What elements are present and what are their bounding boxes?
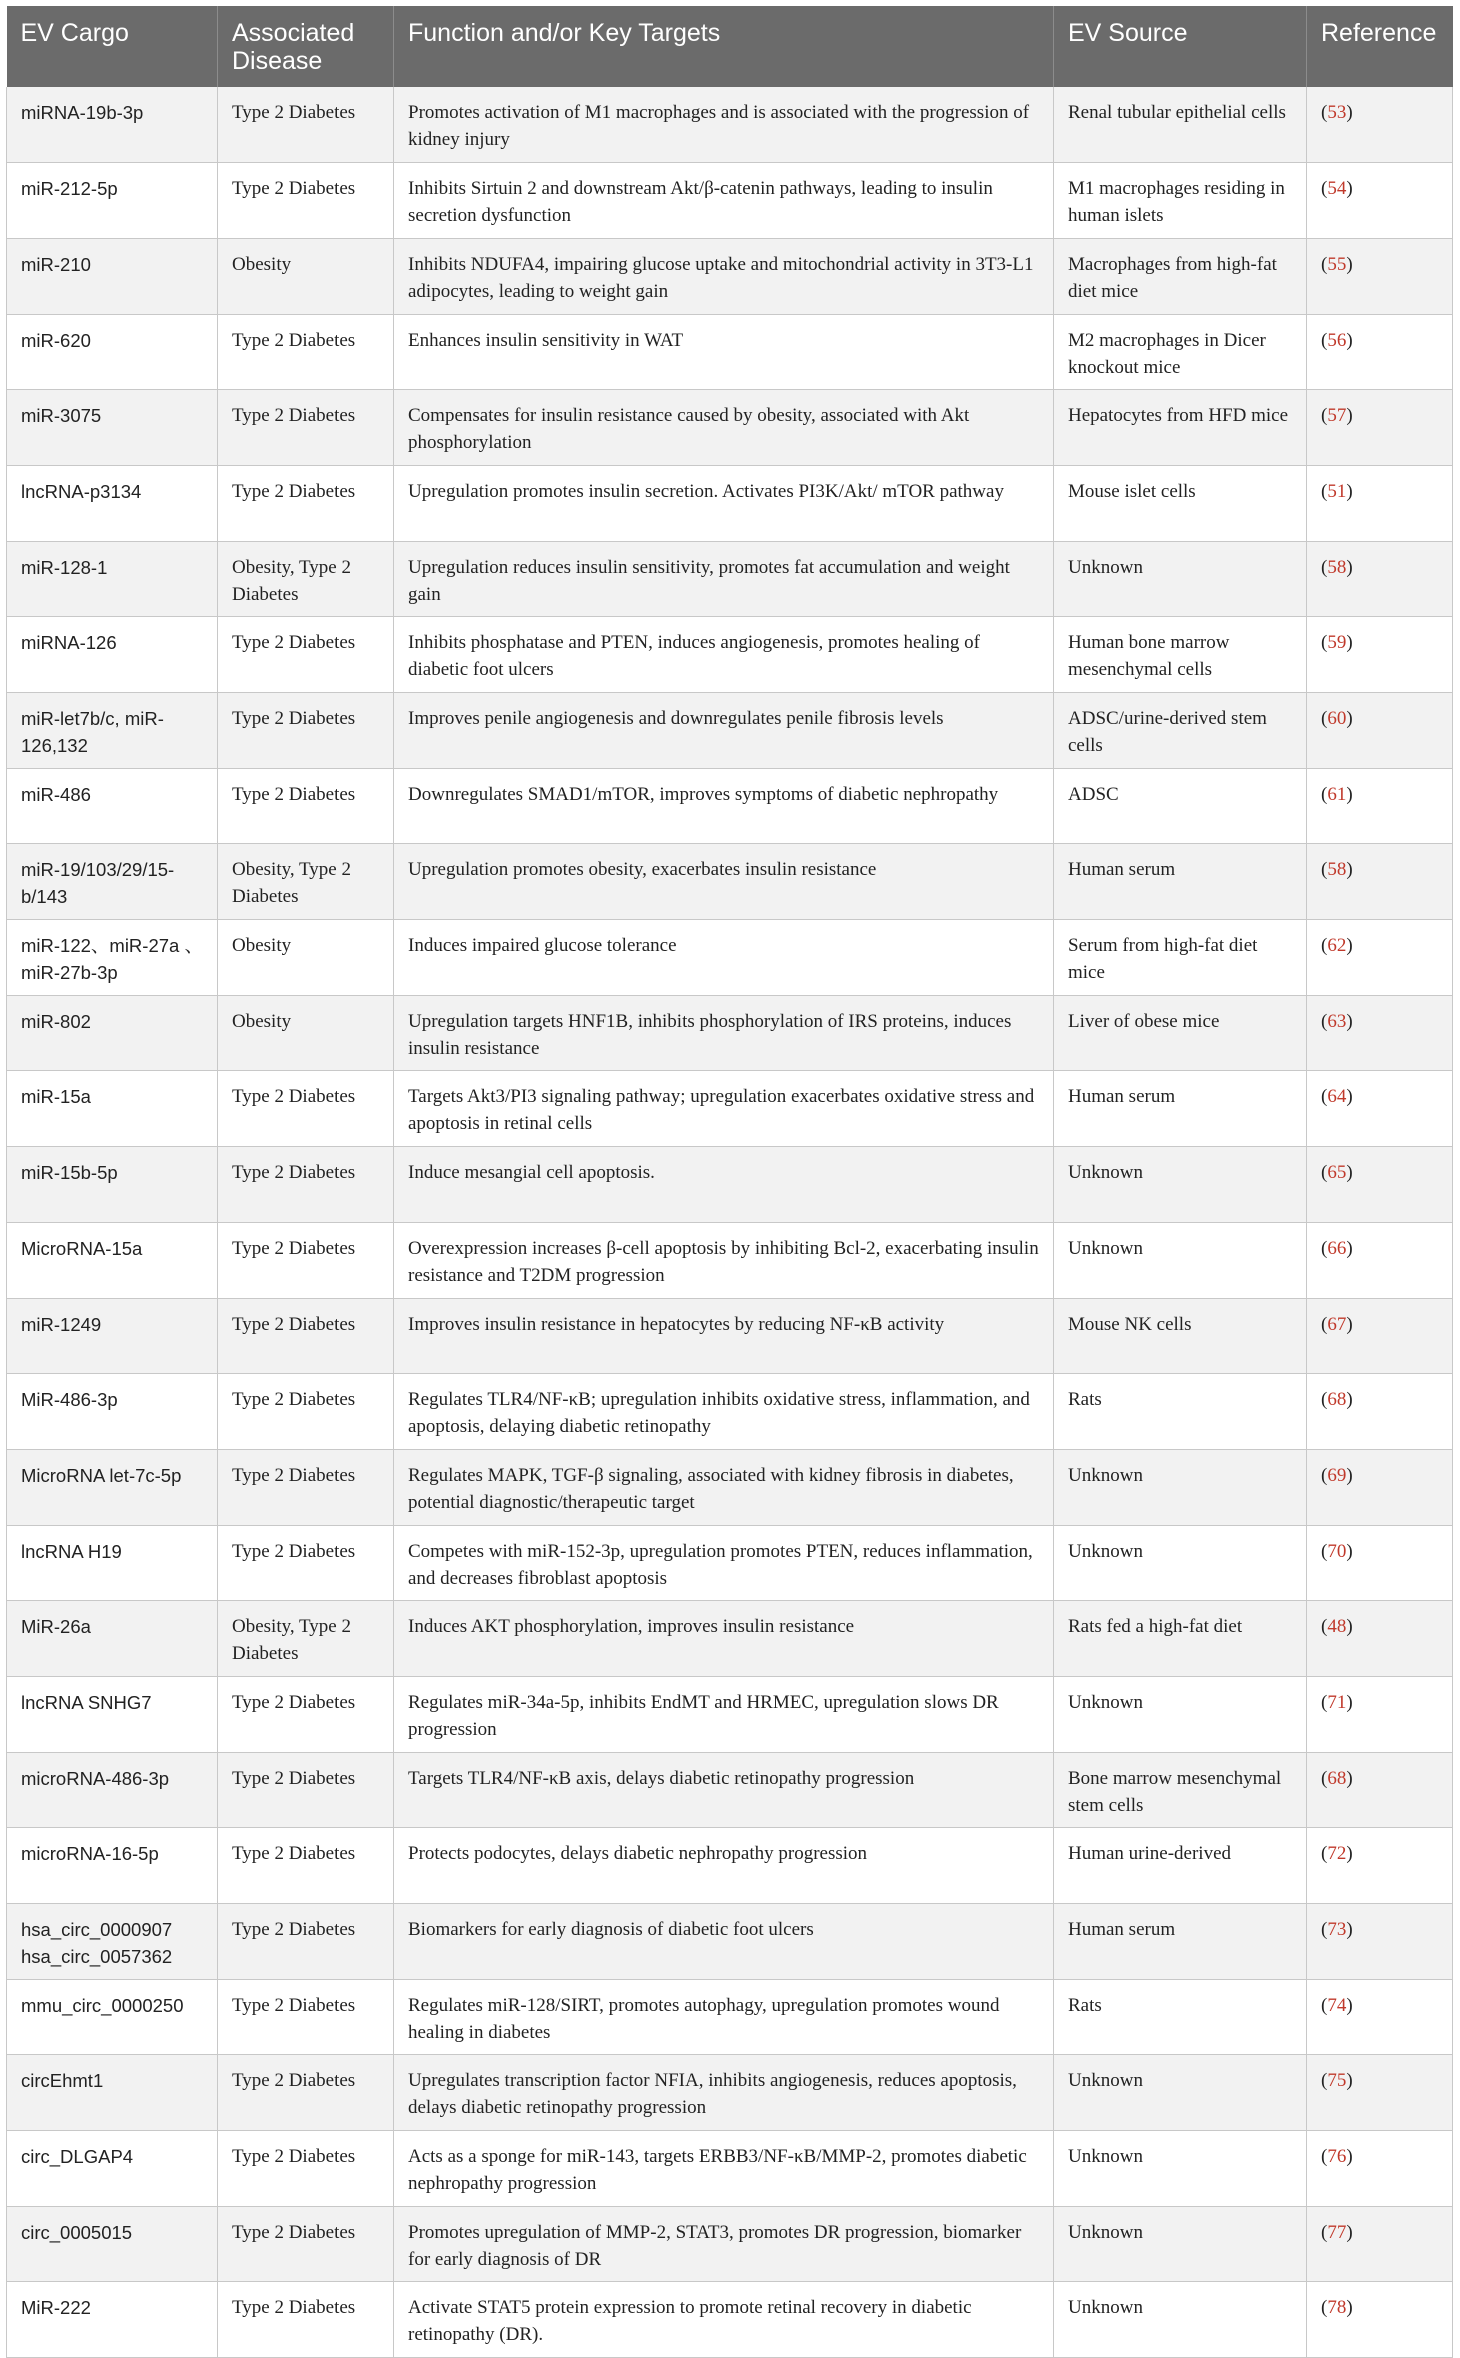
cell-associated-disease: Type 2 Diabetes	[218, 2055, 394, 2131]
cell-ev-source: Renal tubular epithelial cells	[1054, 87, 1307, 163]
table-row	[7, 238, 1453, 314]
cell-reference[interactable]: (58)	[1307, 844, 1453, 920]
cell-reference[interactable]: (76)	[1307, 2131, 1453, 2207]
cell-ev-source: Macrophages from high-fat diet mice	[1054, 238, 1307, 314]
cell-reference[interactable]: (64)	[1307, 1071, 1453, 1147]
cell-reference[interactable]: (72)	[1307, 1828, 1453, 1904]
cell-associated-disease: Type 2 Diabetes	[218, 1828, 394, 1904]
cell-ev-source: Unknown	[1054, 1222, 1307, 1298]
cell-ev-source: Human serum	[1054, 1071, 1307, 1147]
cell-reference[interactable]: (69)	[1307, 1449, 1453, 1525]
cell-associated-disease: Obesity	[218, 995, 394, 1071]
table-row	[7, 2206, 1453, 2282]
cell-function: Promotes upregulation of MMP-2, STAT3, promotes DR progression, biomarker for early diagnosis of DR	[394, 2206, 1054, 2282]
header-row	[7, 6, 1453, 87]
header-function: Function and/or Key Targets	[394, 6, 1054, 87]
cell-ev-cargo: miR-let7b/c, miR-126,132	[7, 693, 218, 769]
cell-ev-cargo: miR-19/103/29/15-b/143	[7, 844, 218, 920]
reference-link[interactable]: 54	[1327, 178, 1347, 200]
cell-reference[interactable]: (65)	[1307, 1147, 1453, 1223]
cell-function: Promotes activation of M1 macrophages and is associated with the progression of kidney injury	[394, 87, 1054, 163]
cell-ev-source: Liver of obese mice	[1054, 995, 1307, 1071]
reference-link[interactable]: 73	[1327, 1919, 1347, 1940]
cell-reference[interactable]: (68)	[1307, 1752, 1453, 1828]
reference-link[interactable]: 59	[1327, 632, 1347, 654]
cell-ev-cargo: microRNA-16-5p	[7, 1828, 218, 1904]
cell-reference[interactable]: (67)	[1307, 1298, 1453, 1374]
cell-associated-disease: Type 2 Diabetes	[218, 1298, 394, 1374]
cell-associated-disease: Type 2 Diabetes	[218, 2131, 394, 2207]
reference-link[interactable]: 61	[1327, 783, 1347, 805]
cell-reference[interactable]: (60)	[1307, 693, 1453, 769]
table-row	[7, 2131, 1453, 2207]
reference-link[interactable]: 58	[1327, 556, 1347, 578]
cell-ev-source: Bone marrow mesenchymal stem cells	[1054, 1752, 1307, 1828]
cell-function: Upregulation reduces insulin sensitivity, promotes fat accumulation and weight gain	[394, 541, 1054, 617]
cell-function: Upregulation targets HNF1B, inhibits phosphorylation of IRS proteins, induces insulin resistance	[394, 995, 1054, 1071]
cell-ev-source: Unknown	[1054, 2131, 1307, 2207]
cell-associated-disease: Type 2 Diabetes	[218, 2282, 394, 2358]
cell-ev-source: Unknown	[1054, 1147, 1307, 1223]
cell-function: Regulates TLR4/NF-κB; upregulation inhibits oxidative stress, inflammation, and apoptosis, delaying diabetic retinopathy	[394, 1374, 1054, 1450]
cell-reference[interactable]: (62)	[1307, 920, 1453, 996]
cell-associated-disease: Obesity, Type 2 Diabetes	[218, 844, 394, 920]
reference-link[interactable]: 51	[1327, 480, 1347, 502]
table-row	[7, 1904, 1453, 1980]
cell-ev-source: Unknown	[1054, 1676, 1307, 1752]
reference-link[interactable]: 78	[1327, 2297, 1347, 2319]
reference-link[interactable]: 68	[1327, 1389, 1347, 1411]
table-row	[7, 1525, 1453, 1601]
cell-function: Protects podocytes, delays diabetic nephropathy progression	[394, 1828, 1054, 1904]
table-row	[7, 1147, 1453, 1223]
cell-reference[interactable]: (63)	[1307, 995, 1453, 1071]
header-ev-source: EV Source	[1054, 6, 1307, 87]
cell-ev-cargo: miR-1249	[7, 1298, 218, 1374]
cell-reference[interactable]: (75)	[1307, 2055, 1453, 2131]
table-row	[7, 1298, 1453, 1374]
table-row	[7, 920, 1453, 996]
cell-ev-cargo: microRNA-486-3p	[7, 1752, 218, 1828]
cell-ev-source: Unknown	[1054, 541, 1307, 617]
cell-associated-disease: Type 2 Diabetes	[218, 1449, 394, 1525]
table-row	[7, 541, 1453, 617]
cell-reference[interactable]: (71)	[1307, 1676, 1453, 1752]
cell-associated-disease: Type 2 Diabetes	[218, 617, 394, 693]
cell-function: Upregulates transcription factor NFIA, inhibits angiogenesis, reduces apoptosis, delays diabetic retinopathy progression	[394, 2055, 1054, 2131]
cell-ev-cargo: miR-802	[7, 995, 218, 1071]
cell-associated-disease: Type 2 Diabetes	[218, 163, 394, 239]
reference-link[interactable]: 58	[1327, 859, 1347, 881]
reference-link[interactable]: 71	[1327, 1691, 1347, 1713]
table-row	[7, 1374, 1453, 1450]
cell-ev-cargo: MicroRNA let-7c-5p	[7, 1449, 218, 1525]
reference-link[interactable]: 66	[1327, 1237, 1347, 1259]
ev-cargo-table	[6, 6, 1453, 2358]
cell-ev-cargo: circEhmt1	[7, 2055, 218, 2131]
cell-associated-disease: Type 2 Diabetes	[218, 390, 394, 466]
cell-function: Inhibits NDUFA4, impairing glucose uptake and mitochondrial activity in 3T3-L1 adipocytes, leading to weight gain	[394, 238, 1054, 314]
cell-function: Compensates for insulin resistance caused by obesity, associated with Akt phosphorylation	[394, 390, 1054, 466]
cell-function: Activate STAT5 protein expression to promote retinal recovery in diabetic retinopathy (DR).	[394, 2282, 1054, 2358]
cell-ev-source: Human urine-derived	[1054, 1828, 1307, 1904]
table-row	[7, 465, 1453, 541]
cell-ev-cargo: circ_0005015	[7, 2206, 218, 2282]
cell-ev-cargo: hsa_circ_0000907 hsa_circ_0057362	[7, 1904, 218, 1980]
table-row	[7, 768, 1453, 844]
cell-associated-disease: Type 2 Diabetes	[218, 1071, 394, 1147]
cell-reference[interactable]: (77)	[1307, 2206, 1453, 2282]
cell-associated-disease: Type 2 Diabetes	[218, 314, 394, 390]
cell-ev-source: Unknown	[1054, 1449, 1307, 1525]
cell-ev-cargo: miR-486	[7, 768, 218, 844]
table-row	[7, 617, 1453, 693]
cell-ev-source: ADSC/urine-derived stem cells	[1054, 693, 1307, 769]
reference-link[interactable]: 63	[1327, 1010, 1347, 1032]
cell-ev-cargo: miRNA-126	[7, 617, 218, 693]
cell-ev-cargo: lncRNA SNHG7	[7, 1676, 218, 1752]
reference-link[interactable]: 57	[1327, 405, 1347, 427]
reference-link[interactable]: 76	[1327, 2146, 1347, 2168]
table-body	[7, 87, 1453, 2358]
cell-ev-source: Human serum	[1054, 1904, 1307, 1980]
cell-associated-disease: Type 2 Diabetes	[218, 465, 394, 541]
cell-associated-disease: Obesity, Type 2 Diabetes	[218, 541, 394, 617]
cell-ev-cargo: circ_DLGAP4	[7, 2131, 218, 2207]
cell-ev-cargo: miRNA-19b-3p	[7, 87, 218, 163]
cell-associated-disease: Type 2 Diabetes	[218, 87, 394, 163]
reference-link[interactable]: 60	[1327, 708, 1347, 729]
cell-function: Regulates miR-34a-5p, inhibits EndMT and HRMEC, upregulation slows DR progression	[394, 1676, 1054, 1752]
cell-function: Inhibits Sirtuin 2 and downstream Akt/β-catenin pathways, leading to insulin secretion dysfunction	[394, 163, 1054, 239]
cell-function: Induces AKT phosphorylation, improves insulin resistance	[394, 1601, 1054, 1677]
cell-reference[interactable]: (54)	[1307, 163, 1453, 239]
cell-ev-source: Rats	[1054, 1374, 1307, 1450]
cell-ev-cargo: miR-620	[7, 314, 218, 390]
cell-function: Acts as a sponge for miR-143, targets ERBB3/NF-κB/MMP-2, promotes diabetic nephropathy progression	[394, 2131, 1054, 2207]
cell-reference[interactable]: (51)	[1307, 465, 1453, 541]
cell-ev-source: M1 macrophages residing in human islets	[1054, 163, 1307, 239]
cell-associated-disease: Type 2 Diabetes	[218, 1147, 394, 1223]
cell-associated-disease: Type 2 Diabetes	[218, 693, 394, 769]
table-row	[7, 844, 1453, 920]
cell-function: Biomarkers for early diagnosis of diabetic foot ulcers	[394, 1904, 1054, 1980]
cell-ev-source: Human serum	[1054, 844, 1307, 920]
table-row	[7, 995, 1453, 1071]
header-associated-disease: Associated Disease	[218, 6, 394, 87]
cell-associated-disease: Obesity, Type 2 Diabetes	[218, 1601, 394, 1677]
cell-ev-source: Rats	[1054, 1979, 1307, 2055]
cell-ev-cargo: miR-128-1	[7, 541, 218, 617]
table-row	[7, 1752, 1453, 1828]
table-row	[7, 87, 1453, 163]
cell-associated-disease: Type 2 Diabetes	[218, 1752, 394, 1828]
cell-function: Induces impaired glucose tolerance	[394, 920, 1054, 996]
cell-ev-cargo: mmu_circ_0000250	[7, 1979, 218, 2055]
cell-function: Improves insulin resistance in hepatocytes by reducing NF-κB activity	[394, 1298, 1054, 1374]
reference-link[interactable]: 67	[1327, 1313, 1347, 1335]
cell-function: Induce mesangial cell apoptosis.	[394, 1147, 1054, 1223]
cell-ev-source: Unknown	[1054, 1525, 1307, 1601]
cell-ev-source: M2 macrophages in Dicer knockout mice	[1054, 314, 1307, 390]
cell-ev-cargo: miR-210	[7, 238, 218, 314]
cell-associated-disease: Obesity	[218, 920, 394, 996]
cell-ev-source: ADSC	[1054, 768, 1307, 844]
table-row	[7, 314, 1453, 390]
reference-link[interactable]: 56	[1327, 329, 1347, 351]
cell-reference[interactable]: (59)	[1307, 617, 1453, 693]
cell-function: Upregulation promotes obesity, exacerbates insulin resistance	[394, 844, 1054, 920]
cell-reference[interactable]: (73)	[1307, 1904, 1453, 1980]
reference-link[interactable]: 75	[1327, 2070, 1347, 2092]
cell-ev-cargo: lncRNA-p3134	[7, 465, 218, 541]
cell-reference[interactable]: (53)	[1307, 87, 1453, 163]
cell-function: Targets TLR4/NF-κB axis, delays diabetic retinopathy progression	[394, 1752, 1054, 1828]
cell-reference[interactable]: (61)	[1307, 768, 1453, 844]
cell-reference[interactable]: (66)	[1307, 1222, 1453, 1298]
cell-reference[interactable]: (55)	[1307, 238, 1453, 314]
reference-link[interactable]: 77	[1327, 2221, 1347, 2243]
table-row	[7, 1828, 1453, 1904]
cell-associated-disease: Type 2 Diabetes	[218, 1525, 394, 1601]
cell-associated-disease: Type 2 Diabetes	[218, 1222, 394, 1298]
header-reference: Reference	[1321, 19, 1437, 47]
reference-link[interactable]: 70	[1327, 1540, 1347, 1562]
cell-ev-cargo: miR-212-5p	[7, 163, 218, 239]
cell-ev-source: Unknown	[1054, 2055, 1307, 2131]
cell-ev-source: Hepatocytes from HFD mice	[1054, 390, 1307, 466]
cell-ev-cargo: miR-15b-5p	[7, 1147, 218, 1223]
table-row	[7, 693, 1453, 769]
table-row	[7, 1601, 1453, 1677]
cell-function: Downregulates SMAD1/mTOR, improves symptoms of diabetic nephropathy	[394, 768, 1054, 844]
cell-reference[interactable]: (68)	[1307, 1374, 1453, 1450]
cell-function: Inhibits phosphatase and PTEN, induces angiogenesis, promotes healing of diabetic foot ulcers	[394, 617, 1054, 693]
reference-link[interactable]: 48	[1327, 1616, 1347, 1638]
cell-reference[interactable]: (56)	[1307, 314, 1453, 390]
table-row	[7, 2282, 1453, 2358]
cell-ev-cargo: miR-3075	[7, 390, 218, 466]
cell-ev-cargo: MiR-486-3p	[7, 1374, 218, 1450]
cell-ev-source: Serum from high-fat diet mice	[1054, 920, 1307, 996]
cell-function: Overexpression increases β-cell apoptosis by inhibiting Bcl-2, exacerbating insulin resistance and T2DM progression	[394, 1222, 1054, 1298]
cell-function: Targets Akt3/PI3 signaling pathway; upregulation exacerbates oxidative stress and apoptosis in retinal cells	[394, 1071, 1054, 1147]
table-row	[7, 1979, 1453, 2055]
table-row	[7, 390, 1453, 466]
table-container	[6, 6, 1452, 2358]
reference-link[interactable]: 64	[1327, 1086, 1347, 1108]
cell-ev-source: Mouse NK cells	[1054, 1298, 1307, 1374]
table-row	[7, 1222, 1453, 1298]
cell-ev-cargo: miR-122、miR-27a 、miR-27b-3p	[7, 920, 218, 996]
cell-ev-source: Mouse islet cells	[1054, 465, 1307, 541]
cell-ev-cargo: MicroRNA-15a	[7, 1222, 218, 1298]
cell-reference[interactable]: (70)	[1307, 1525, 1453, 1601]
cell-reference[interactable]: (78)	[1307, 2282, 1453, 2358]
table-row	[7, 2055, 1453, 2131]
reference-link[interactable]: 65	[1327, 1162, 1347, 1184]
cell-associated-disease: Type 2 Diabetes	[218, 1676, 394, 1752]
reference-link[interactable]: 53	[1327, 102, 1347, 123]
reference-link[interactable]: 72	[1327, 1843, 1347, 1865]
table-row	[7, 1676, 1453, 1752]
reference-link[interactable]: 74	[1327, 1994, 1347, 2016]
cell-reference[interactable]: (74)	[1307, 1979, 1453, 2055]
cell-ev-cargo: MiR-26a	[7, 1601, 218, 1677]
cell-function: Enhances insulin sensitivity in WAT	[394, 314, 1054, 390]
cell-function: Regulates MAPK, TGF-β signaling, associated with kidney fibrosis in diabetes, potential diagnostic/therapeutic target	[394, 1449, 1054, 1525]
cell-function: Improves penile angiogenesis and downregulates penile fibrosis levels	[394, 693, 1054, 769]
reference-link[interactable]: 69	[1327, 1464, 1347, 1486]
cell-ev-source: Human bone marrow mesenchymal cells	[1054, 617, 1307, 693]
cell-ev-source: Rats fed a high-fat diet	[1054, 1601, 1307, 1677]
reference-link[interactable]: 62	[1327, 935, 1347, 957]
cell-associated-disease: Type 2 Diabetes	[218, 1904, 394, 1980]
table-row	[7, 1071, 1453, 1147]
header-ev-cargo: EV Cargo	[7, 6, 218, 87]
reference-link[interactable]: 68	[1327, 1767, 1347, 1789]
cell-ev-source: Unknown	[1054, 2282, 1307, 2358]
cell-associated-disease: Type 2 Diabetes	[218, 1374, 394, 1450]
cell-function: Upregulation promotes insulin secretion. Activates PI3K/Akt/ mTOR pathway	[394, 465, 1054, 541]
cell-reference[interactable]: (58)	[1307, 541, 1453, 617]
cell-associated-disease: Obesity	[218, 238, 394, 314]
cell-reference[interactable]: (48)	[1307, 1601, 1453, 1677]
reference-link[interactable]: 55	[1327, 253, 1347, 275]
cell-ev-cargo: lncRNA H19	[7, 1525, 218, 1601]
cell-function: Regulates miR-128/SIRT, promotes autophagy, upregulation promotes wound healing in diabetes	[394, 1979, 1054, 2055]
table-row	[7, 1449, 1453, 1525]
table-row	[7, 163, 1453, 239]
cell-associated-disease: Type 2 Diabetes	[218, 1979, 394, 2055]
cell-associated-disease: Type 2 Diabetes	[218, 2206, 394, 2282]
cell-reference[interactable]: (57)	[1307, 390, 1453, 466]
cell-associated-disease: Type 2 Diabetes	[218, 768, 394, 844]
cell-ev-cargo: MiR-222	[7, 2282, 218, 2358]
cell-function: Competes with miR-152-3p, upregulation promotes PTEN, reduces inflammation, and decreases fibroblast apoptosis	[394, 1525, 1054, 1601]
cell-ev-source: Unknown	[1054, 2206, 1307, 2282]
cell-ev-cargo: miR-15a	[7, 1071, 218, 1147]
